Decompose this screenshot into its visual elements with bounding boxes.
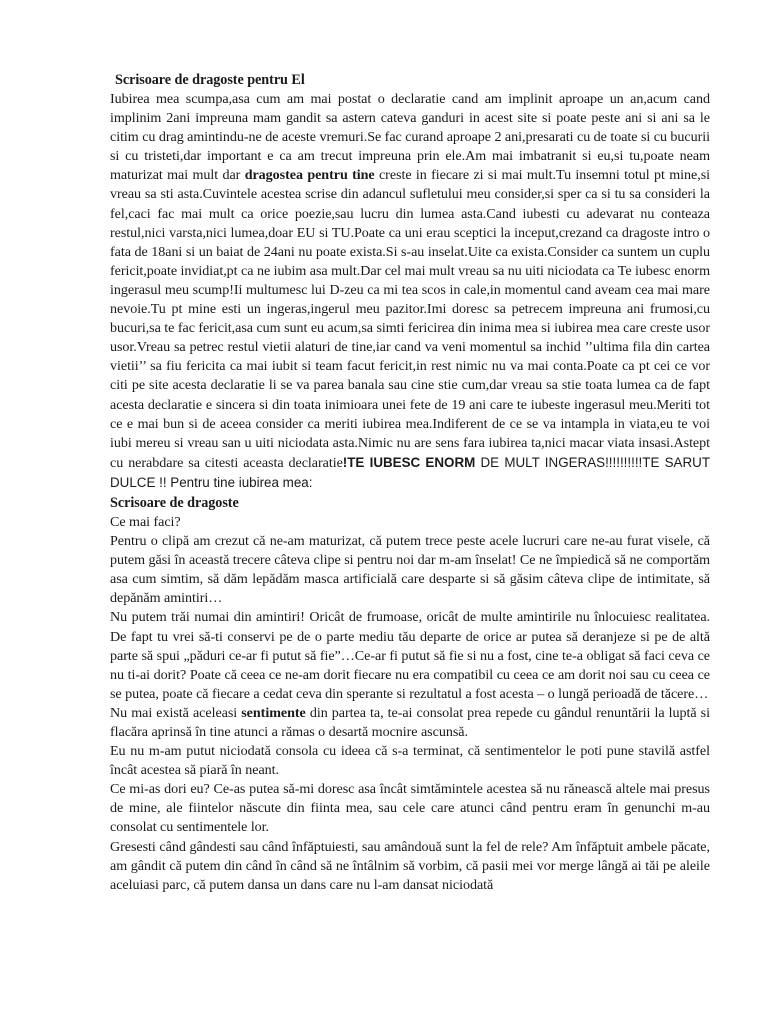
letter-2-title: Scrisoare de dragoste — [110, 494, 239, 511]
letter-1-text-c: DE MULT INGERAS!!!!!!!!!!TE SARUT DULCE !! Pentru tine iubirea mea: — [110, 454, 711, 490]
letter-2-greeting: Ce mai faci? — [110, 513, 181, 530]
document-page — [110, 70, 710, 895]
letter-2-paragraph: Pentru o clipă am crezut că ne-am maturizat, că putem trece peste acele lucruri care ne-au furat visele, că putem găsi în această trecere câteva clipe si pentru noi dar m-am înselat! Ce ne împiedică să ne comportăm asa cum simtim, să dăm lepădăm masca artificială care desparte si să găsim câteva clipe de intimitate, să depănăm amintiri… — [110, 533, 710, 607]
letter-2-paragraph: Nu putem trăi numai din amintiri! Oricât de frumoase, oricât de multe amintirile nu înlocuiesc realitatea. De fapt tu vrei să-ti conservi pe de o parte mediu tău departe de orice ar putea să deranjeze si pe de altă parte să spui „păduri ce-ar fi putut să fie”…Ce-ar fi putut să fie si nu a fost, cine te-a obligat să faci ceva ce nu ti-ai dorit? Poate că ceea ce ne-am dorit fiecare nu era compatibil cu ceea ce am dorit noi sau cu ceea ce se putea, poate că fiecare a cedat ceva din sperante si rezultatul a fost acesta – o lungă perioadă de tăcere… — [110, 609, 710, 702]
letter-2-paragraph: Ce mi-as dori eu? Ce-as putea să-mi doresc asa încât simtămintele acestea să nu rănească altele mai presus de mine, ale fiintelor născute din fiinta mea, sau cele care atunci când pentru eram în genunchi m-au consolat cu sentimentele lor. — [110, 781, 710, 836]
letter-1-text-b: creste in fiecare zi si mai mult.Tu insemni totul pt mine,si vreau sa sti asta.Cuvintele acestea scrise din adancul sufletului meu consider,si sper ca si tu sa consideri la fel,caci fac mai mult ca orice poezie,sau lucru din lumea asta.Cand iubesti cu adevarat nu conteaza restul,nici varsta,nici lumea,doar EU si TU.Poate ca uni erau sceptici la inceput,crezand ca dragoste intro o fata de 18ani si un baiat de 24ani nu poate exista.Si s-au inselat.Uite ca exista.Consider ca suntem un cuplu fericit,poate invidiat,pt ca ne iubim asa mult.Dar cel mai mult vreau sa nu uiti niciodata ca Te iubesc enorm ingerasul meu scump!Ii multumesc lui D-zeu ca mi tea scos in cale,in momentul cand aveam cea mai mare nevoie.Tu pt mine esti un ingeras,ingerul meu pazitor.Imi doresc sa petrecem impreuna ani frumosi,cu bucuri,sa te fac fericit,asa cum sunt eu acum,sa simti fericirea din inima mea si iubirea mea care creste usor usor.Vreau sa petrec restul vietii alaturi de tine,iar cand va veni momentul sa inchid ’’ultima fila din cartea vietii’’ sa fiu fericita ca mai iubit si team facut fericit,in rest nimic nu va mai conta.Poate ca pt cei ce vor citi pe site acesta declaratie li se va parea banala sau cine stie cum,dar vreau sa stie toata lumea ca de fapt acesta declaratie e sincera si din toata inimioara unei fete de 19 ani care te iubeste ingerasul meu.Meriti tot ce e mai bun si de aceea consider ca meriti iubirea mea.Indiferent de ce se va intampla in viata,eu te voi iubi mereu si vreau san u uiti niciodata asta.Nimic nu are sens fara iubirea ta,nici macar viata insasi.Astept cu nerabdare sa citesti aceasta declaratie — [110, 167, 710, 471]
letter-1-text-a: Iubirea mea scumpa,asa cum am mai postat o declaratie cand am implinit aproape un an,acum cand implinim 2ani impreuna mam gandit sa astern cateva ganduri in acest site si poate peste ani si ani sa le citim cu drag amintindu-ne de aceste vremuri.Se fac curand aproape 2 ani,presarati cu de toate si cu bucurii si cu tristeti,dar important e ca am trecut impreuna prin ele.Am mai imbatranit si eu,si tu,poate neam maturizat mai mult dar — [110, 91, 710, 184]
letter-1-title: Scrisoare de dragoste pentru El — [115, 72, 305, 88]
letter-2-text: din partea ta, te-ai consolat prea repede cu gândul renuntării la luptă si flacăra aprinsă în tine atunci a rămas o desartă mocnire ascunsă. — [110, 704, 710, 740]
letter-1-bold-phrase: dragostea pentru tine — [244, 167, 375, 184]
letter-1-bold-shout: !TE IUBESC ENORM — [342, 454, 476, 470]
letter-2-bold-word: sentimente — [241, 704, 306, 721]
letter-2-text: Nu mai există aceleasi — [110, 704, 242, 721]
letter-1-body — [110, 90, 710, 493]
letter-2-paragraph — [110, 704, 710, 742]
letter-2-paragraph: Gresesti când gândesti sau când înfăptuiesti, sau amândouă sunt la fel de rele? Am înfăptuit ambele păcate, am gândit că putem din când în când să ne întâlnim să vorbim, că pasii mei vor merge lângă ai tăi pe aleile aceluiasi parc, că putem dansa un dans care nu l-am dansat niciodată — [110, 838, 710, 893]
letter-2-paragraph: Eu nu m-am putut niciodată consola cu ideea că s-a terminat, că sentimentelor le poti pune stavilă astfel încât acestea să piară în neant. — [110, 743, 710, 779]
